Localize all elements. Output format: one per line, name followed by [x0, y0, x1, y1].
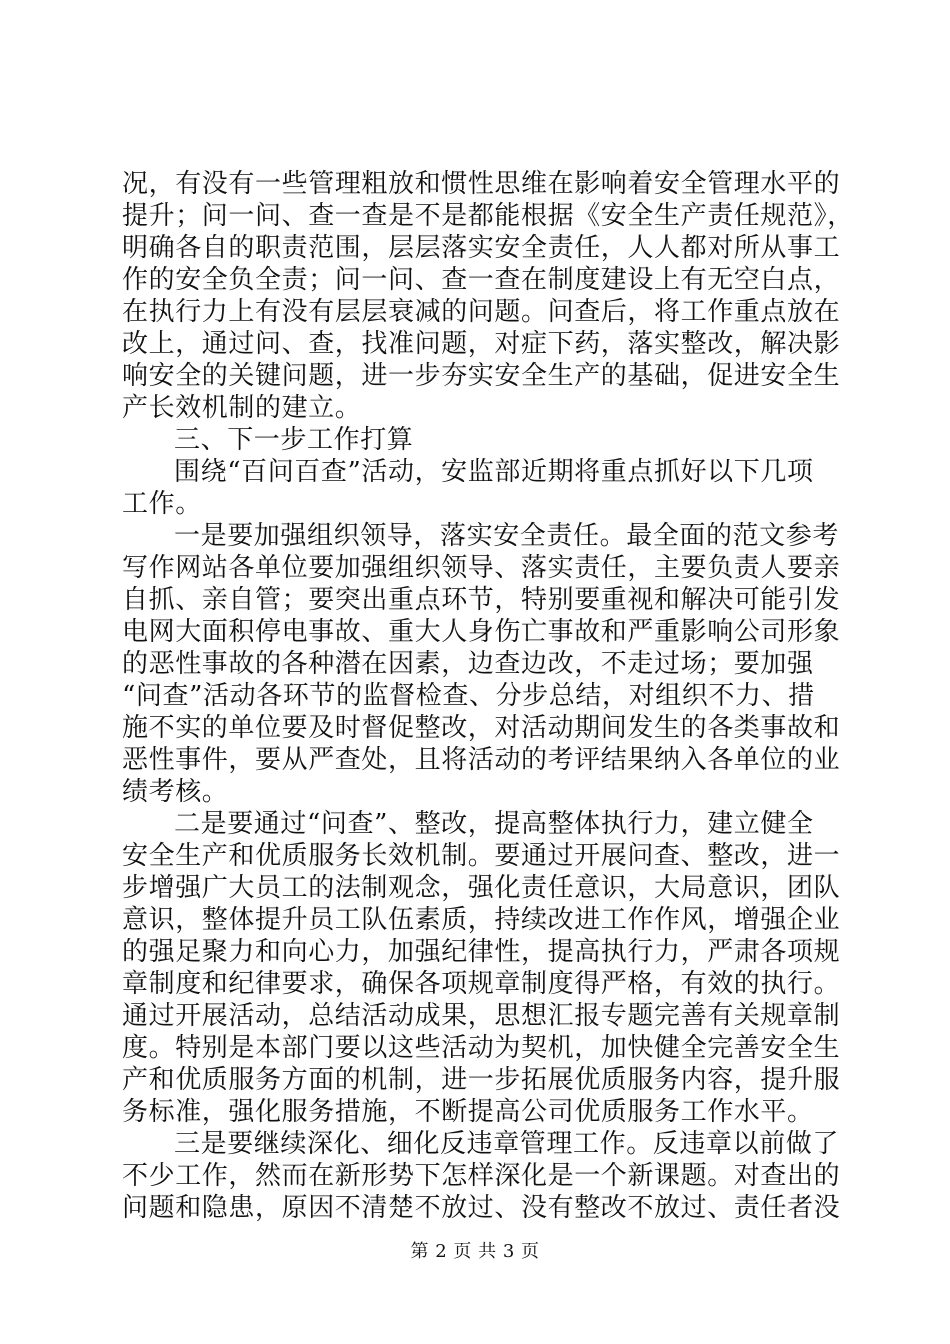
text-line: 一是要加强组织领导，落实安全责任。最全面的范文参考 — [174, 521, 840, 551]
text-line: 三是要继续深化、细化反违章管理工作。反违章以前做了 — [174, 1129, 840, 1159]
text-line: “问查”活动各环节的监督检查、分步总结，对组织不力、措 — [122, 681, 815, 711]
text-line: 提升；问一问、查一查是不是都能根据《安全生产责任规范》， — [122, 201, 854, 231]
text-line: 意识，整体提升员工队伍素质，持续改进工作作风，增强企业 — [122, 905, 841, 935]
text-line: 绩考核。 — [122, 777, 229, 807]
text-line: 施不实的单位要及时督促整改，对活动期间发生的各类事故和 — [122, 713, 841, 743]
text-line: 章制度和纪律要求，确保各项规章制度得严格，有效的执行。 — [122, 969, 841, 999]
text-line: 写作网站各单位要加强组织领导、落实责任，主要负责人要亲 — [122, 553, 841, 583]
text-line: 改上，通过问、查，找准问题，对症下药，落实整改，解决影 — [122, 329, 841, 359]
text-line: 响安全的关键问题，进一步夯实安全生产的基础，促进安全生 — [122, 361, 841, 391]
text-line: 电网大面积停电事故、重大人身伤亡事故和严重影响公司形象 — [122, 617, 841, 647]
text-line: 的恶性事故的各种潜在因素，边查边改，不走过场；要加强 — [122, 649, 814, 679]
text-line: 产和优质服务方面的机制，进一步拓展优质服务内容，提升服 — [122, 1065, 841, 1095]
text-line: 通过开展活动，总结活动成果，思想汇报专题完善有关规章制 — [122, 1001, 841, 1031]
text-line: 自抓、亲自管；要突出重点环节，特别要重视和解决可能引发 — [122, 585, 841, 615]
text-line: 问题和隐患，原因不清楚不放过、没有整改不放过、责任者没 — [122, 1193, 841, 1223]
text-line: 三、下一步工作打算 — [174, 425, 414, 455]
text-line: 明确各自的职责范围，层层落实安全责任，人人都对所从事工 — [122, 233, 841, 263]
text-line: 恶性事件，要从严查处，且将活动的考评结果纳入各单位的业 — [122, 745, 841, 775]
text-line: 二是要通过“问查”、整改，提高整体执行力，建立健全 — [174, 809, 814, 839]
text-line: 况，有没有一些管理粗放和惯性思维在影响着安全管理水平的 — [122, 169, 841, 199]
text-line: 作的安全负全责；问一问、查一查在制度建设上有无空白点， — [122, 265, 841, 295]
text-line: 不少工作，然而在新形势下怎样深化是一个新课题。对查出的 — [122, 1161, 841, 1191]
text-line: 工作。 — [122, 489, 202, 519]
text-line: 度。特别是本部门要以这些活动为契机，加快健全完善安全生 — [122, 1033, 841, 1063]
document-body — [122, 168, 854, 1224]
text-line: 安全生产和优质服务长效机制。要通过开展问查、整改，进一 — [122, 841, 841, 871]
text-line: 的强足聚力和向心力，加强纪律性，提高执行力，严肃各项规 — [122, 937, 841, 967]
text-line: 围绕“百问百查”活动，安监部近期将重点抓好以下几项 — [174, 457, 814, 487]
page-footer: 第 2 页 共 3 页 — [410, 1241, 540, 1262]
text-line: 在执行力上有没有层层衰减的问题。问查后，将工作重点放在 — [122, 297, 841, 327]
text-line: 步增强广大员工的法制观念，强化责任意识，大局意识，团队 — [122, 873, 841, 903]
text-line: 务标准，强化服务措施，不断提高公司优质服务工作水平。 — [122, 1097, 814, 1127]
text-line: 产长效机制的建立。 — [122, 393, 362, 423]
